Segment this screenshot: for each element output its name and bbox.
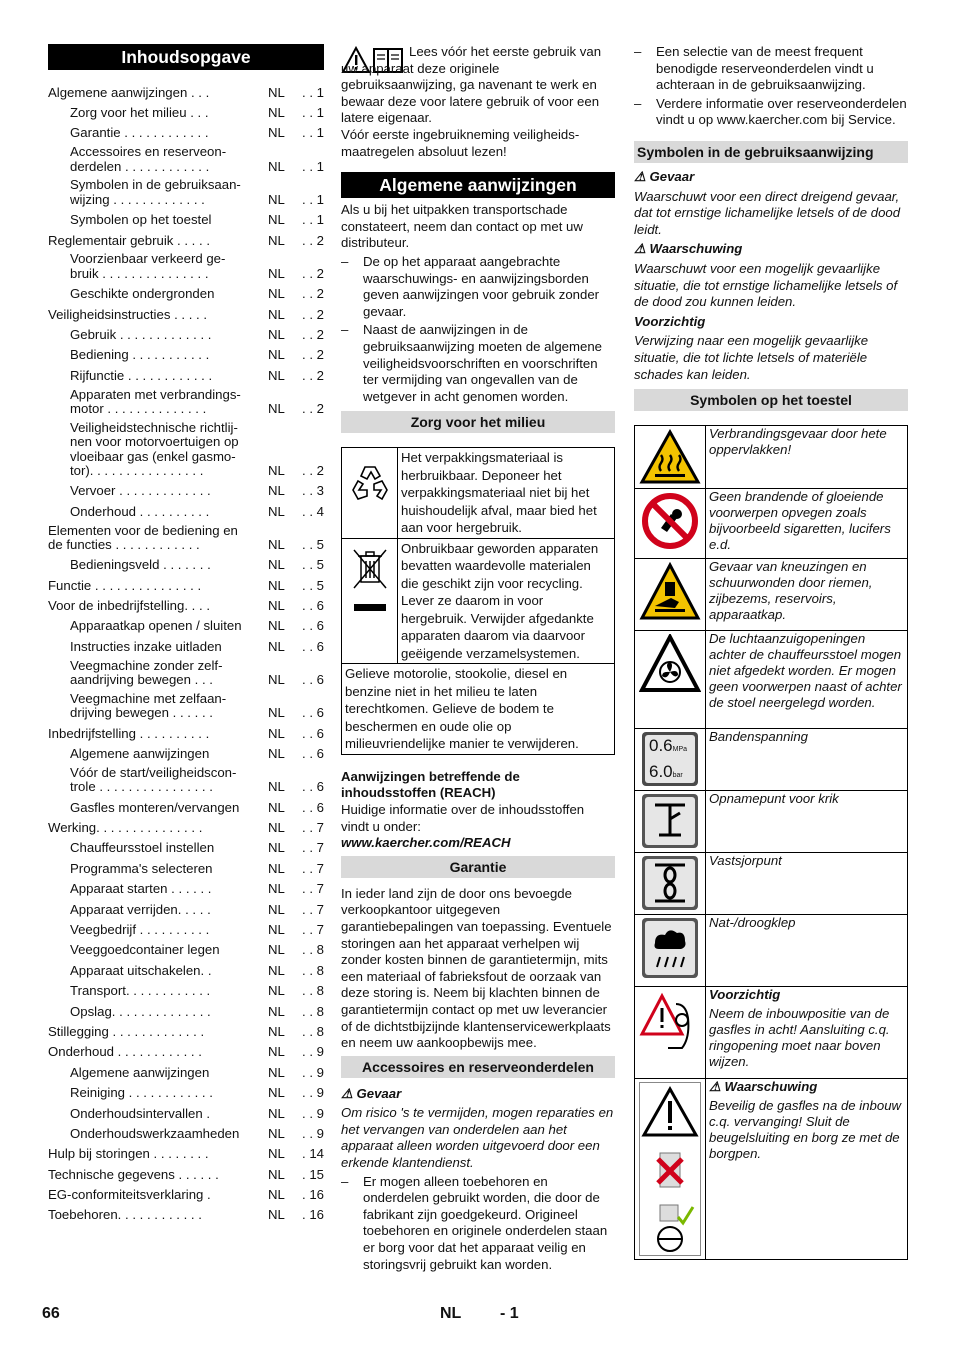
- toc-entry[interactable]: [48, 638, 324, 654]
- toc-entry-page: . . 7: [302, 901, 324, 917]
- symbols-manual-title: Symbolen in de gebruiksaanwijzing: [634, 141, 908, 163]
- warranty-title: Garantie: [341, 856, 615, 878]
- toc-entry-title: Technische gegevens . . . . . .: [48, 1166, 219, 1182]
- toc-entry-page: . . 5: [302, 536, 324, 552]
- toc-entry[interactable]: [48, 766, 324, 795]
- toc-entry-title: Voor de inbedrijfstelling. . . .: [48, 598, 211, 614]
- toc-entry-lang: NL: [268, 922, 285, 937]
- toc-entry-lang: NL: [268, 503, 285, 519]
- toc-entry-lang: NL: [268, 158, 285, 174]
- toc-entry-page: . 14: [302, 1146, 324, 1162]
- toc-entry-page: . . 8: [302, 962, 324, 978]
- toc-entry[interactable]: [48, 178, 324, 207]
- toc-entry-lang: NL: [268, 672, 285, 688]
- toc-entry-title: Programma's selecteren: [70, 860, 213, 876]
- reach-link[interactable]: www.kaercher.com/REACH: [341, 835, 511, 851]
- toc-entry-lang: NL: [268, 367, 285, 383]
- toc-entry-title: Accessoires en reserveon- derdelen . . . . . . . . . . . .: [70, 144, 227, 174]
- tire-pressure-value-2: 6.0: [649, 762, 673, 782]
- toc-entry-lang: NL: [268, 942, 285, 958]
- toc-entry-title: Voorzienbaar verkeerd ge- bruik . . . . . . . . . . . . . . .: [70, 251, 226, 281]
- toc-entry-lang: NL: [268, 536, 285, 552]
- toc-entry-page: . . 7: [302, 820, 324, 836]
- toc-entry-title: Onderhoud . . . . . . . . . .: [70, 503, 210, 519]
- toc-entry-title: Opslag. . . . . . . . . . . . . .: [70, 1003, 211, 1019]
- toc-entry[interactable]: [48, 421, 324, 479]
- toc-entry-lang: NL: [268, 104, 285, 120]
- toc-entry-page: . . 2: [302, 306, 324, 322]
- toc-entry[interactable]: [48, 1166, 324, 1182]
- toc-entry-lang: NL: [268, 725, 285, 741]
- toc-entry-lang: NL: [268, 860, 285, 876]
- toc-entry-page: . . 1: [302, 191, 324, 207]
- toc-entry[interactable]: [48, 524, 324, 553]
- toc-entry[interactable]: [48, 725, 324, 741]
- toc-entry-lang: NL: [268, 1166, 285, 1182]
- toc-entry-title: Chauffeursstoel instellen: [70, 840, 215, 856]
- toc-entry-title: Apparaat starten . . . . . .: [70, 881, 212, 897]
- intro-safety-text: Vóór eerste ingebruikneming veiligheids-maatregelen absoluut lezen!: [341, 126, 580, 159]
- toc-entry-title: Werking. . . . . . . . . . . . . . .: [48, 820, 203, 836]
- toc-entry-lang: NL: [268, 598, 285, 614]
- accessories-bullet-2: – Een selectie van de meest frequent benodigde reserveonderdelen vindt u achteraan in de gebruiksaanwijzing.: [634, 44, 874, 93]
- toc-entry-page: . . 7: [302, 860, 324, 876]
- footer-sub-page: - 1: [500, 1305, 519, 1322]
- recycle-icon: [342, 448, 398, 539]
- toc-entry-lang: NL: [268, 84, 285, 100]
- toc-entry-title: Apparaat verrijden. . . . .: [70, 901, 211, 917]
- toc-entry-lang: NL: [268, 1023, 285, 1039]
- toc-column: [48, 44, 324, 1227]
- toc-entry-page: . . 6: [302, 672, 324, 688]
- toc-entry[interactable]: [48, 598, 324, 614]
- toc-entry[interactable]: [48, 347, 324, 363]
- symbol-text-1: Verbrandingsgevaar door hete oppervlakken!: [706, 426, 908, 489]
- toc-entry-title: Instructies inzake uitladen: [70, 638, 222, 654]
- caution-text: Verwijzing naar een mogelijk gevaarlijke situatie, die tot lichte letsels of materiële schades kan leiden.: [634, 333, 869, 382]
- jack-point-icon: [635, 791, 706, 853]
- toc-entry-page: . . 2: [302, 347, 324, 363]
- toc-entry-title: Apparaatkap openen / sluiten: [70, 618, 242, 634]
- toc-entry-lang: NL: [268, 705, 285, 721]
- crush-hazard-icon: [635, 559, 706, 631]
- tire-pressure-unit-1: MPa: [672, 746, 688, 754]
- toc-entry[interactable]: [48, 1044, 324, 1060]
- toc-entry-title: Bedieningsveld . . . . . . .: [70, 557, 211, 573]
- toc-entry[interactable]: [48, 286, 324, 302]
- toc-entry-lang: NL: [268, 1085, 285, 1101]
- reach-heading: Aanwijzingen betreffende de inhoudsstoffen (REACH): [341, 768, 520, 801]
- toc-entry-lang: NL: [268, 901, 285, 917]
- toc-entry[interactable]: [48, 745, 324, 761]
- toc-entry[interactable]: [48, 212, 324, 228]
- toc-entry[interactable]: [48, 1207, 324, 1223]
- toc-entry-title: Inbedrijfstelling . . . . . . . . . .: [48, 725, 210, 741]
- toc-entry[interactable]: [48, 942, 324, 958]
- toc-entry-lang: NL: [268, 191, 285, 207]
- toc-entry-page: . . 4: [302, 503, 324, 519]
- toc-entry-page: . . 7: [302, 840, 324, 856]
- toc-entry-title: Algemene aanwijzingen: [70, 1064, 210, 1080]
- toc-entry[interactable]: [48, 503, 324, 519]
- toc-entry[interactable]: [48, 1105, 324, 1121]
- warning-text-device: Beveilig de gasfles na de inbouw c.q. vervanging! Sluit de beugelsluiting en borg ze met de borgpen.: [709, 1098, 902, 1162]
- toc-entry-lang: NL: [268, 779, 285, 795]
- toc-entry[interactable]: [48, 1064, 324, 1080]
- toc-entry-lang: NL: [268, 820, 285, 836]
- hot-surface-icon: [635, 426, 706, 489]
- toc-entry-title: Toebehoren. . . . . . . . . . . .: [48, 1207, 202, 1223]
- toc-entry[interactable]: [48, 921, 324, 937]
- toc-entry-title: Geschikte ondergronden: [70, 286, 215, 302]
- danger-triangle-icon: ⚠: [341, 1085, 353, 1101]
- toc-entry[interactable]: [48, 901, 324, 917]
- toc-entry-page: . . 9: [302, 1105, 324, 1121]
- toc-entry-title: Zorg voor het milieu . . .: [70, 104, 209, 120]
- toc-entry-page: . . 6: [302, 779, 324, 795]
- toc-entry-page: . . 7: [302, 881, 324, 897]
- toc-entry-lang: NL: [268, 1207, 285, 1223]
- warning-label-device: ⚠ Waarschuwing: [709, 1079, 818, 1095]
- toc-entry-page: . . 1: [302, 125, 324, 141]
- toc-entry[interactable]: [48, 1003, 324, 1019]
- symbols-device-title: Symbolen op het toestel: [634, 389, 908, 411]
- accessories-danger-text: Om risico 's te vermijden, mogen reparaties en het vervangen van onderdelen aan het apparaat alleen worden uitgevoerd door een erkende klantendienst.: [341, 1105, 614, 1171]
- toc-entry-title: Rijfunctie . . . . . . . . . . . .: [70, 367, 213, 383]
- warranty-text: In ieder land zijn de door ons bevoegde verkoopkantoor uitgegeven garantiebepalingen van toepassing. Eventuele storingen aan het apparaat verhelpen wij zonder kosten binnen de garantietermijn, mits een materiaal of fabrieksfout de oorzaak van deze storing is. Neem bij klachten binnen de garantietermijn contact op met uw leverancier of de dichtstbijzijnde klantenservicewerkplaats en neem uw aankoopbewijs mee.: [341, 885, 612, 1051]
- tire-pressure-value-1: 0.6: [649, 736, 673, 756]
- no-fire-icon: [635, 489, 706, 559]
- symbol-text-8: Nat-/droogklep: [706, 915, 908, 987]
- toc-entry-page: . . 6: [302, 705, 324, 721]
- toc-entry-lang: NL: [268, 400, 285, 416]
- tie-down-icon: [635, 853, 706, 915]
- toc-entry-page: . . 2: [302, 265, 324, 281]
- toc-entry-title: Reglementair gebruik . . . . .: [48, 232, 210, 248]
- toc-entry-lang: NL: [268, 1125, 285, 1141]
- toc-entry-lang: NL: [268, 983, 285, 999]
- symbol-text-2: Geen brandende of gloeiende voorwerpen opvegen zoals bijvoorbeeld sigaretten, lucifers e.d.: [706, 489, 908, 559]
- toc-entry-title: Functie . . . . . . . . . . . . . . .: [48, 577, 202, 593]
- right-column: [634, 44, 908, 1260]
- toc-entry[interactable]: [48, 252, 324, 281]
- danger-label: ⚠ Gevaar: [634, 168, 695, 184]
- toc-entry-lang: NL: [268, 212, 285, 228]
- waste-bin-icon: [342, 538, 398, 664]
- toc-entry-lang: NL: [268, 799, 285, 815]
- toc-entry[interactable]: [48, 1125, 324, 1141]
- tire-pressure-unit-2: bar: [672, 772, 683, 780]
- toc-entry-title: Gasfles monteren/vervangen: [70, 799, 240, 815]
- symbol-text-6: Opnamepunt voor krik: [706, 791, 908, 853]
- toc-entry-title: EG-conformiteitsverklaring .: [48, 1187, 211, 1203]
- toc-entry-lang: NL: [268, 1105, 285, 1121]
- toc-entry-page: . . 6: [302, 725, 324, 741]
- toc-entry-page: . . 1: [302, 158, 324, 174]
- toc-entry-title: Vervoer . . . . . . . . . . . . .: [70, 483, 211, 499]
- environment-title: Zorg voor het milieu: [341, 411, 615, 433]
- toc-entry-lang: NL: [268, 840, 285, 856]
- general-bullet-1: – De op het apparaat aangebrachte waarschuwings- en aanwijzingsborden geven aanwijzingen voor gebruik zonder gevaar.: [341, 253, 600, 319]
- toc-entry[interactable]: [48, 692, 324, 721]
- toc-entry-page: . . 8: [302, 983, 324, 999]
- toc-entry-title: Algemene aanwijzingen: [70, 746, 210, 762]
- toc-entry-lang: NL: [268, 1064, 285, 1080]
- toc-entry-title: Veiligheidsinstructies . . . . .: [48, 306, 208, 322]
- toc-entry[interactable]: [48, 840, 324, 856]
- toc-entry-page: . . 2: [302, 400, 324, 416]
- toc-entry-title: Gebruik . . . . . . . . . . . . .: [70, 326, 212, 342]
- toc-entry-lang: NL: [268, 638, 285, 654]
- toc-entry-page: . . 9: [302, 1085, 324, 1101]
- toc-entry-title: Onderhoud . . . . . . . . . . . .: [48, 1044, 202, 1060]
- toc-entry-page: . . 8: [302, 1003, 324, 1019]
- toc-entry-page: . . 6: [302, 799, 324, 815]
- toc-entry-lang: NL: [268, 1146, 285, 1162]
- toc-entry-page: . . 2: [302, 232, 324, 248]
- toc-entry-lang: NL: [268, 326, 285, 342]
- toc-entry-page: . . 5: [302, 577, 324, 593]
- toc-entry-title: Symbolen op het toestel: [70, 212, 212, 228]
- wet-dry-flap-icon: [635, 915, 706, 987]
- accessories-bullet-3: – Verdere informatie over reserveonderdelen vindt u op www.kaercher.com bij Service.: [634, 95, 907, 128]
- toc-entry-lang: NL: [268, 462, 285, 478]
- toc-entry-title: Symbolen in de gebruiksaan- wijzing . . . . . . . . . . . . .: [70, 177, 241, 207]
- symbol-text-10: [706, 1079, 908, 1260]
- toc-entry[interactable]: [48, 1186, 324, 1202]
- toc-entry[interactable]: [48, 104, 324, 120]
- toc-entry-page: . . 9: [302, 1064, 324, 1080]
- toc-entry-lang: NL: [268, 618, 285, 634]
- toc-entry[interactable]: [48, 483, 324, 499]
- warning-label: ⚠ Waarschuwing: [634, 241, 743, 257]
- toc-entry-title: Algemene aanwijzingen . . .: [48, 84, 210, 100]
- toc-entry-page: . . 2: [302, 326, 324, 342]
- toc-entry-page: . 15: [302, 1166, 324, 1182]
- danger-text: Waarschuwt voor een direct dreigend gevaar, dat tot ernstige lichamelijke letsels of de dood leidt.: [634, 188, 901, 237]
- toc-entry[interactable]: [48, 125, 324, 141]
- toc-entry-title: Veegmachine zonder zelf- aandrijving bewegen . . .: [70, 657, 223, 688]
- symbol-text-4: De luchtaanzuigopeningen achter de chauffeursstoel mogen niet afgedekt worden. Er mogen geen voorwerpen naast of achter de stoel neergelegd worden.: [706, 631, 908, 729]
- toc-entry-lang: NL: [268, 125, 285, 141]
- caution-label: Voorzichtig: [634, 313, 706, 329]
- toc-entry-page: . . 7: [302, 922, 324, 937]
- toc-entry-title: Onderhoudsintervallen .: [70, 1105, 211, 1121]
- toc-entry-page: . . 1: [302, 104, 324, 120]
- environment-row-2: Onbruikbaar geworden apparaten bevatten waardevolle materialen die geschikt zijn voor recycling. Lever ze daarom in voor hergebruik. Verwijder afgedankte apparaten daarom via daarvoor geëigende verzamelsystemen.: [398, 538, 615, 664]
- toc-list: [48, 84, 324, 1223]
- warning-triangle-icon: ⚠: [634, 241, 646, 257]
- toc-entry[interactable]: [48, 860, 324, 876]
- accessories-danger-label: ⚠ Gevaar: [341, 1085, 402, 1101]
- toc-entry-lang: NL: [268, 347, 285, 363]
- toc-entry-lang: NL: [268, 881, 285, 897]
- symbol-text-3: Gevaar van kneuzingen en schuurwonden door riemen, zijbezems, reservoirs, apparaatkap.: [706, 559, 908, 631]
- environment-row-1: Het verpakkingsmateriaal is herbruikbaar. Deponeer het verpakkingsmateriaal niet bij het huishoudelijk afval, maar bied het aan voor hergebruik.: [398, 448, 615, 539]
- toc-entry-lang: NL: [268, 962, 285, 978]
- toc-entry-title: Vóór de start/veiligheidscon- trole . . . . . . . . . . . . . . . .: [70, 764, 237, 795]
- toc-entry-page: . . 3: [302, 483, 324, 499]
- toc-entry-page: . . 8: [302, 1023, 324, 1039]
- footer-lang: NL: [440, 1305, 462, 1322]
- toc-entry-page: . . 6: [302, 598, 324, 614]
- intro-text: Lees vóór het eerste gebruik van uw apparaat deze originele gebruiksaanwijzing, ga navenant te werk en bewaar deze voor latere gebruik of voor een latere eigenaar.: [341, 44, 602, 126]
- toc-entry-lang: NL: [268, 577, 285, 593]
- reach-text: Huidige informatie over de inhoudsstoffen vindt u onder:: [341, 801, 585, 834]
- symbol-text-5: Bandenspanning: [706, 729, 908, 791]
- toc-entry-page: . . 2: [302, 286, 324, 302]
- toc-entry[interactable]: [48, 1023, 324, 1039]
- toc-entry[interactable]: [48, 84, 324, 100]
- toc-entry[interactable]: [48, 388, 324, 417]
- toc-entry[interactable]: [48, 557, 324, 573]
- toc-entry-lang: NL: [268, 232, 285, 248]
- toc-entry[interactable]: [48, 577, 324, 593]
- toc-entry-title: Veegmachine met zelfaan- drijving bewegen . . . . . .: [70, 690, 227, 721]
- toc-entry[interactable]: [48, 1085, 324, 1101]
- toc-entry[interactable]: [48, 881, 324, 897]
- toc-entry-title: Onderhoudswerkzaamheden: [70, 1125, 240, 1141]
- toc-title: Inhoudsopgave: [48, 44, 324, 70]
- toc-entry-page: . . 5: [302, 557, 324, 573]
- toc-entry-page: . . 2: [302, 462, 324, 478]
- symbol-text-9: [706, 987, 908, 1079]
- toc-entry[interactable]: [48, 367, 324, 383]
- accessories-bullet-1: – Er mogen alleen toebehoren en onderdelen gebruikt worden, die door de fabrikant zijn goedgekeurd. Origineel toebehoren en originele onderdelen staan er borg voor dat het apparaat veilig en storingsvrij gebruikt kan worden.: [341, 1173, 608, 1272]
- accessories-title: Accessoires en reserveonderdelen: [341, 1056, 615, 1078]
- toc-entry-title: Transport. . . . . . . . . . . .: [70, 983, 211, 999]
- toc-entry-lang: NL: [268, 746, 285, 762]
- fan-warning-icon: [635, 631, 706, 729]
- toc-entry-lang: NL: [268, 265, 285, 281]
- toc-entry-title: Veeggoedcontainer legen: [70, 942, 220, 958]
- toc-entry-page: . . 1: [302, 84, 324, 100]
- toc-entry-page: . . 6: [302, 638, 324, 654]
- general-title: Algemene aanwijzingen: [341, 172, 615, 198]
- toc-entry-page: . . 6: [302, 746, 324, 762]
- toc-entry[interactable]: [48, 306, 324, 322]
- toc-entry-lang: NL: [268, 1187, 285, 1203]
- toc-entry-page: . . 2: [302, 367, 324, 383]
- toc-entry-title: Apparaten met verbrandings- motor . . . . . . . . . . . . . .: [70, 386, 241, 416]
- toc-entry-lang: NL: [268, 306, 285, 322]
- toc-entry[interactable]: [48, 799, 324, 815]
- toc-entry-title: Reiniging . . . . . . . . . . . .: [70, 1085, 213, 1101]
- toc-entry[interactable]: [48, 1146, 324, 1162]
- toc-entry-page: . . 9: [302, 1125, 324, 1141]
- toc-entry-title: Bediening . . . . . . . . . . .: [70, 347, 210, 363]
- toc-entry-page: . . 6: [302, 618, 324, 634]
- toc-entry-lang: NL: [268, 286, 285, 302]
- toc-entry[interactable]: [48, 659, 324, 688]
- symbol-text-7: Vastsjorpunt: [706, 853, 908, 915]
- toc-entry-lang: NL: [268, 1044, 285, 1060]
- general-bullet-2: – Naast de aanwijzingen in de gebruiksaanwijzing moeten de algemene veiligheidsvoorschriften en voorschriften ter vermijding van ongevallen van de wetgever in acht genomen worden.: [341, 322, 602, 404]
- toc-entry-title: Veegbedrijf . . . . . . . . . .: [70, 922, 210, 937]
- warning-triangle-icon: ⚠: [709, 1079, 721, 1095]
- toc-entry-page: . 16: [302, 1187, 324, 1203]
- environment-table: [341, 447, 615, 755]
- toc-entry-title: Apparaat uitschakelen. .: [70, 962, 212, 978]
- middle-column: [341, 44, 615, 1273]
- danger-triangle-icon: ⚠: [634, 168, 646, 184]
- toc-entry-page: . . 8: [302, 942, 324, 958]
- toc-entry-page: . 16: [302, 1207, 324, 1223]
- environment-row-3: Gelieve motorolie, stookolie, diesel en benzine niet in het milieu te laten terechtkomen. Gelieve de bodem te beschermen en oude olie op milieuvriendelijke manier te verwijderen.: [342, 664, 615, 755]
- toc-entry[interactable]: [48, 962, 324, 978]
- toc-entry[interactable]: [48, 618, 324, 634]
- gas-bottle-secure-icon: [635, 1079, 706, 1260]
- toc-entry-lang: NL: [268, 483, 285, 499]
- toc-entry[interactable]: [48, 145, 324, 174]
- toc-entry-lang: NL: [268, 557, 285, 573]
- toc-entry-title: Elementen voor de bediening en de functies . . . . . . . . . . . .: [48, 522, 238, 552]
- toc-entry[interactable]: [48, 819, 324, 835]
- warning-text: Waarschuwt voor een mogelijk gevaarlijke situatie, die tot ernstige lichamelijke letsels of de dood zou kunnen leiden.: [634, 260, 898, 310]
- toc-entry-title: Hulp bij storingen . . . . . . . .: [48, 1146, 209, 1162]
- toc-entry-page: . . 9: [302, 1044, 324, 1060]
- toc-entry-title: Veiligheidstechnische richtlij- nen voor motorvoertuigen op vloeibaar gas (enkel gasmo- tor). . . . . . . . . . . . . . . .: [70, 419, 239, 478]
- toc-entry[interactable]: [48, 232, 324, 248]
- toc-entry-page: . . 1: [302, 212, 324, 228]
- toc-entry[interactable]: [48, 326, 324, 342]
- caution-text-device: Neem de inbouwpositie van de gasfles in acht! Aansluiting c.q. ringopening moet naar boven wijzen.: [709, 1006, 890, 1070]
- toc-entry-title: Garantie . . . . . . . . . . . .: [70, 125, 209, 141]
- page-number: 66: [42, 1305, 60, 1322]
- toc-entry[interactable]: [48, 983, 324, 999]
- toc-entry-title: Stillegging . . . . . . . . . . . . .: [48, 1023, 205, 1039]
- symbols-device-table: [634, 425, 908, 1260]
- tire-pressure-icon: [635, 729, 706, 791]
- gas-bottle-position-icon: [635, 987, 706, 1079]
- caution-label-device: Voorzichtig: [709, 987, 781, 1003]
- general-text: Als u bij het uitpakken transportschade constateert, neem dan contact op met uw distributeur.: [341, 202, 583, 251]
- toc-entry-lang: NL: [268, 1003, 285, 1019]
